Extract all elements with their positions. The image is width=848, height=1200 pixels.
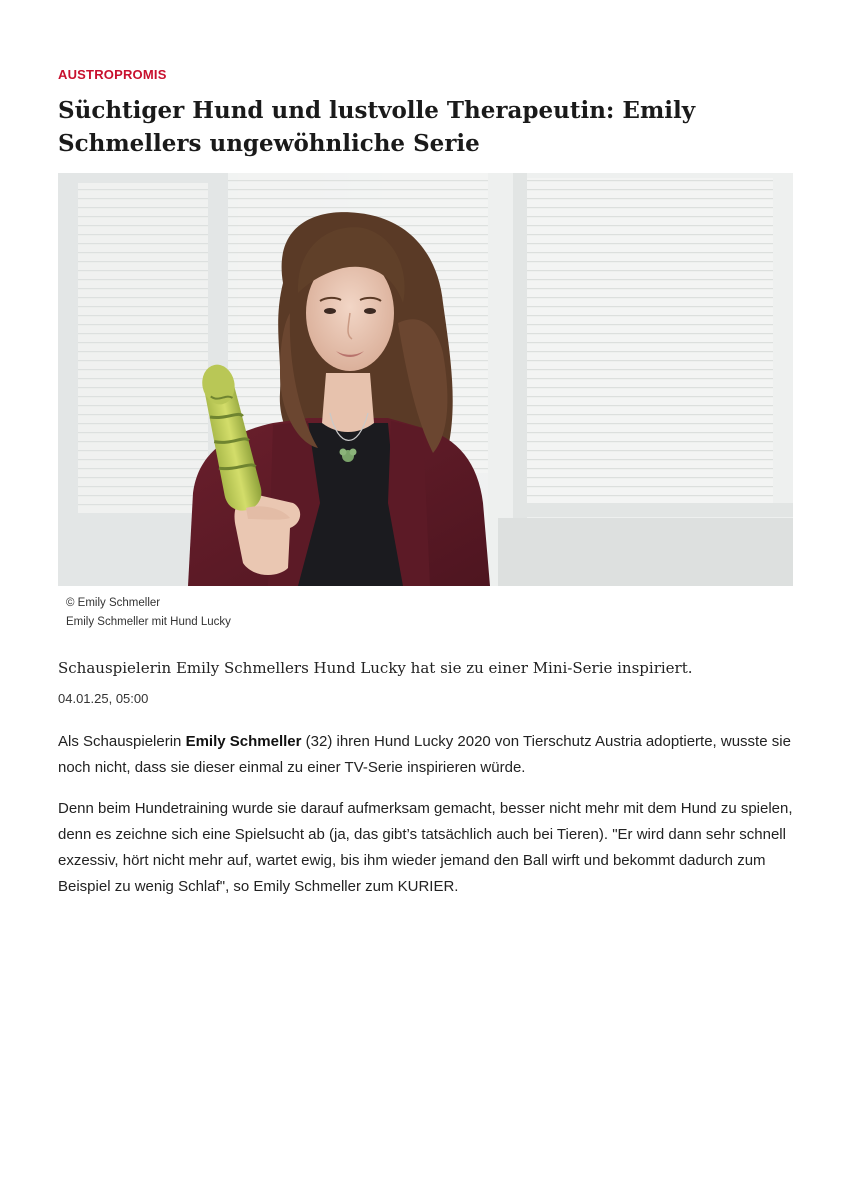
category-link[interactable]: AUSTROPROMIS [58,67,167,82]
article-headline: Süchtiger Hund und lustvolle Therapeutin: Emily Schmellers ungewöhnliche Serie [58,97,696,157]
person-name-bold: Emily Schmeller [185,733,302,750]
image-caption: Emily Schmeller mit Hund Lucky [66,616,231,628]
paragraph-1-text-end: (32) ihren Hund Lucky 2020 von Tierschutz Austria adoptierte, wusste sie noch nicht, dass sie dieser einmal zu einer TV-Serie inspirieren würde. [58,733,791,776]
article-photo [58,173,793,586]
article-paragraph-2: Denn beim Hundetraining wurde sie darauf aufmerksam gemacht, besser nicht mehr mit dem Hund zu spielen, denn es zeichne sich eine Spielsucht ab (ja, das gibt’s tatsächlich auch bei Tieren). "Er wird dann sehr schnell exzessiv, hört nicht mehr auf, wartet ewig, bis ihm wieder jemand den Ball wirft und bekommt dadurch zum Beispiel zu wenig Schlaf", so Emily Schmeller zum KURIER. [58,800,793,895]
paragraph-1-text-start: Als Schauspielerin [58,733,186,750]
article-paragraph-1 [58,729,793,781]
article-lead: Schauspielerin Emily Schmellers Hund Lucky hat sie zu einer Mini-Serie inspiriert. [58,659,693,677]
article-image[interactable] [58,173,793,586]
publish-date: 04.01.25, 05:00 [58,691,149,706]
image-credit: © Emily Schmeller [66,597,161,609]
